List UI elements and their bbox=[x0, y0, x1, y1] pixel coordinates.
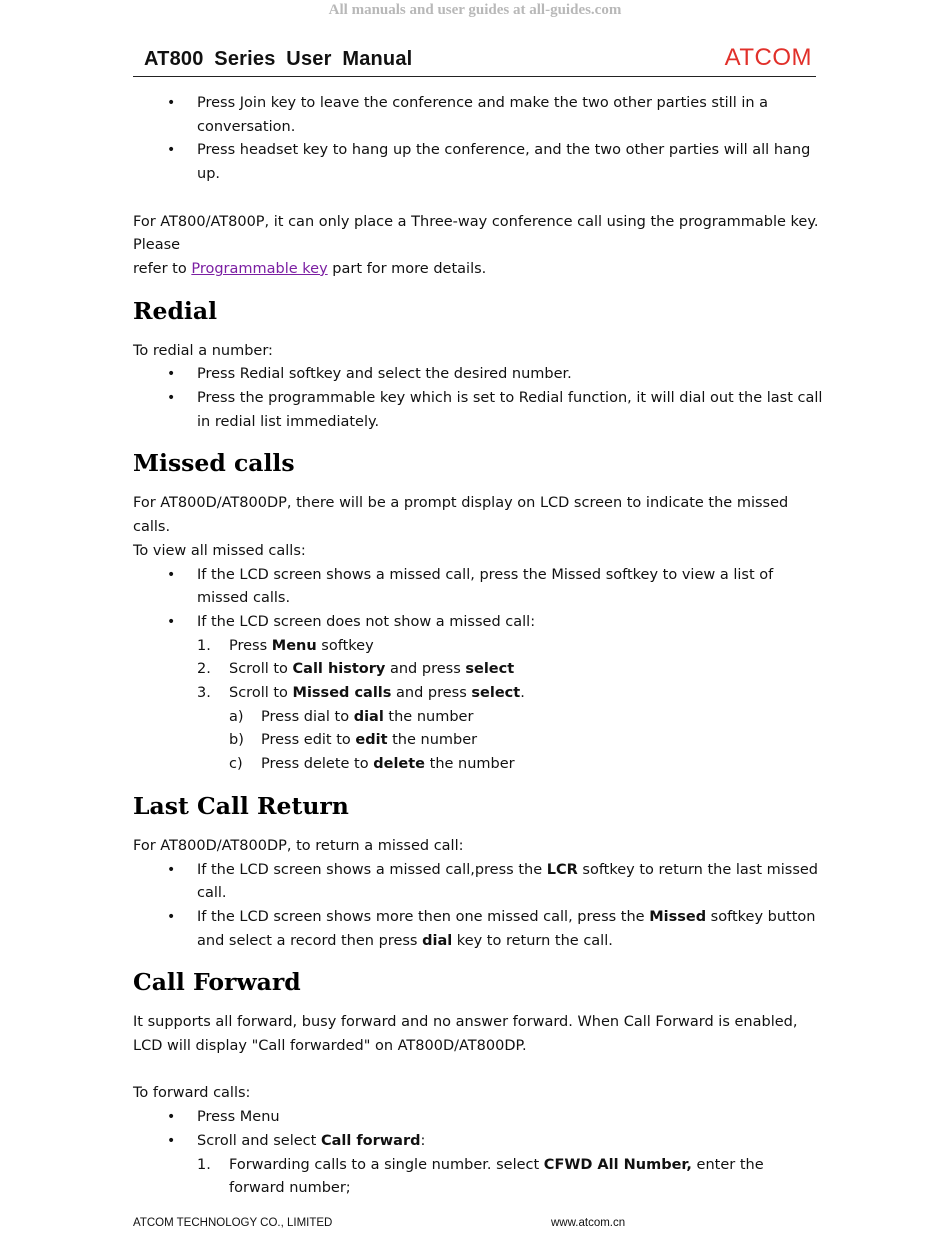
missed-intro: For AT800D/AT800DP, there will be a prompt display on LCD screen to indicate the missed calls. bbox=[133, 495, 789, 536]
section-heading-missed-calls: Missed calls bbox=[133, 449, 295, 478]
list-item: 1. Forwarding calls to a single number. select CFWD All Number, enter the forward number; bbox=[197, 1156, 764, 1197]
list-item: • Press Join key to leave the conference and make the two other parties still in a conversation. bbox=[197, 92, 823, 139]
list-item: b) Press edit to edit the number bbox=[229, 732, 478, 749]
redial-lead: To redial a number: bbox=[133, 342, 273, 359]
section-heading-last-call-return: Last Call Return bbox=[133, 791, 349, 820]
list-item: 2. Scroll to Call history and press select bbox=[197, 661, 515, 678]
forward-steps bbox=[133, 1154, 823, 1201]
forward-lead: To forward calls: bbox=[133, 1085, 251, 1102]
list-item: a) Press dial to dial the number bbox=[229, 708, 474, 725]
watermark: All manuals and user guides at all-guides.com bbox=[328, 2, 622, 18]
lcr-bullets bbox=[133, 859, 823, 954]
list-item: • If the LCD screen does not show a missed call: bbox=[197, 611, 823, 635]
forward-bullets bbox=[133, 1106, 823, 1153]
manual-title: AT800 Series User Manual bbox=[144, 48, 413, 70]
missed-steps bbox=[133, 635, 823, 706]
list-item: 1. Press Menu softkey bbox=[197, 637, 374, 654]
programmable-key-link[interactable]: Programmable key bbox=[191, 260, 328, 277]
list-item: c) Press delete to delete the number bbox=[229, 756, 515, 773]
intro-paragraph: For AT800/AT800P, it can only place a Three-way conference call using the programmable key. Please refer to Programmable key part for more details. bbox=[133, 213, 819, 277]
list-item: • Press Redial softkey and select the desired number. bbox=[197, 363, 823, 387]
footer-website: www.atcom.cn bbox=[551, 1217, 626, 1229]
page-content bbox=[133, 92, 823, 1201]
list-item: 3. Scroll to Missed calls and press select. bbox=[197, 685, 525, 702]
missed-substeps bbox=[133, 706, 823, 777]
forward-paragraph: It supports all forward, busy forward and no answer forward. When Call Forward is enabled, LCD will display "Call forwarded" on AT800D/AT800DP. bbox=[133, 1014, 798, 1055]
section-heading-call-forward: Call Forward bbox=[133, 968, 301, 997]
lcr-lead: For AT800D/AT800DP, to return a missed call: bbox=[133, 837, 464, 854]
list-item: • If the LCD screen shows more then one missed call, press the Missed softkey button and select a record then press dial key to return the call. bbox=[197, 906, 823, 953]
conference-bullets bbox=[133, 92, 823, 187]
list-item: • If the LCD screen shows a missed call,press the LCR softkey to return the last missed call. bbox=[197, 859, 823, 906]
page-header bbox=[133, 44, 816, 77]
section-heading-redial: Redial bbox=[133, 296, 217, 325]
missed-lead: To view all missed calls: bbox=[133, 542, 306, 559]
list-item: • Scroll and select Call forward: bbox=[197, 1130, 823, 1154]
list-item: • Press the programmable key which is set to Redial function, it will dial out the last call in redial list immediately. bbox=[197, 387, 823, 434]
list-item: • Press headset key to hang up the conference, and the two other parties will all hang up. bbox=[197, 139, 823, 186]
atcom-logo: ATCOM bbox=[724, 44, 812, 71]
footer-company: ATCOM TECHNOLOGY CO., LIMITED bbox=[133, 1217, 333, 1229]
missed-bullets bbox=[133, 564, 823, 635]
list-item: • Press Menu bbox=[197, 1106, 823, 1130]
list-item: • If the LCD screen shows a missed call, press the Missed softkey to view a list of missed calls. bbox=[197, 564, 823, 611]
redial-bullets bbox=[133, 363, 823, 434]
